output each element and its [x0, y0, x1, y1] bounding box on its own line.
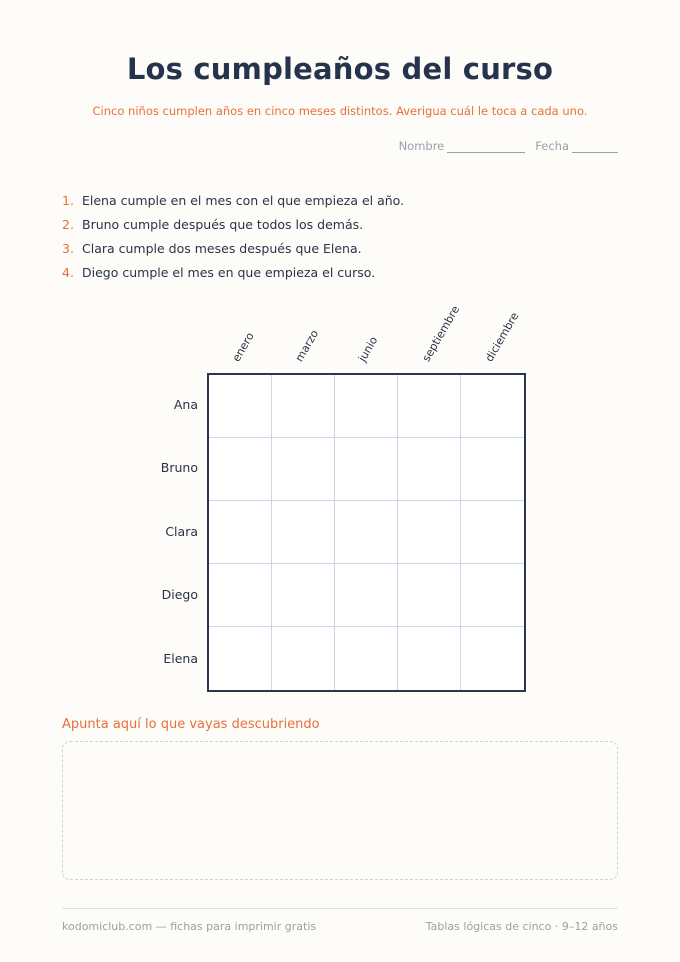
grid-column-headers	[207, 290, 525, 372]
grid-cell[interactable]	[461, 438, 524, 501]
clue-text: Clara cumple dos meses después que Elena.	[82, 240, 362, 256]
row-header-bruno: Bruno	[160, 460, 198, 476]
date-label: Fecha	[535, 139, 569, 153]
clue-text: Diego cumple el mes en que empieza el curso.	[82, 264, 376, 280]
grid-cell[interactable]	[209, 564, 272, 627]
grid-row-headers	[100, 373, 198, 690]
clue-number: 1.	[62, 192, 74, 208]
name-date-row	[399, 139, 618, 153]
grid-cell[interactable]	[335, 501, 398, 564]
footer-divider	[62, 908, 618, 909]
column-header-septiembre: septiembre	[419, 303, 463, 364]
grid-cell[interactable]	[461, 501, 524, 564]
grid-cell[interactable]	[398, 564, 461, 627]
grid-cell[interactable]	[209, 375, 272, 438]
row-header-ana: Ana	[173, 397, 198, 412]
grid-cell[interactable]	[209, 501, 272, 564]
page-title: Los cumpleaños del curso	[126, 52, 554, 86]
clue-item	[62, 236, 404, 260]
grid-cell[interactable]	[398, 627, 461, 690]
name-label: Nombre	[398, 139, 445, 153]
grid-cell[interactable]	[335, 627, 398, 690]
notes-box[interactable]	[62, 741, 618, 880]
clue-text: Bruno cumple después que todos los demás.	[82, 216, 364, 232]
grid-cell[interactable]	[461, 375, 524, 438]
grid-cell[interactable]	[398, 438, 461, 501]
logic-grid	[207, 373, 526, 692]
date-field-line[interactable]	[572, 140, 618, 153]
grid-cell[interactable]	[272, 564, 335, 627]
clue-number: 2.	[62, 216, 74, 232]
grid-cell[interactable]	[398, 501, 461, 564]
grid-cell[interactable]	[335, 438, 398, 501]
clue-item	[62, 188, 404, 212]
grid-cell[interactable]	[209, 438, 272, 501]
clue-number: 3.	[62, 240, 74, 256]
page-subtitle: Cinco niños cumplen años en cinco meses distintos. Averigua cuál le toca a cada uno.	[92, 104, 588, 118]
footer-source: kodomiclub.com — fichas para imprimir gratis	[62, 920, 317, 933]
grid-cell[interactable]	[335, 564, 398, 627]
name-field-line[interactable]	[447, 140, 525, 153]
grid-cell[interactable]	[461, 627, 524, 690]
footer-series: Tablas lógicas de cinco · 9–12 años	[425, 920, 618, 933]
grid-cell[interactable]	[272, 501, 335, 564]
column-header-marzo: marzo	[292, 327, 322, 364]
row-header-elena: Elena	[163, 650, 198, 666]
grid-cell[interactable]	[461, 564, 524, 627]
grid-cell[interactable]	[272, 438, 335, 501]
notes-heading: Apunta aquí lo que vayas descubriendo	[62, 717, 320, 732]
row-header-clara: Clara	[165, 523, 198, 539]
grid-cell[interactable]	[272, 627, 335, 690]
clue-number: 4.	[62, 264, 74, 280]
clue-item	[62, 260, 404, 284]
grid-cell[interactable]	[209, 627, 272, 690]
clue-list	[62, 188, 404, 284]
grid-cell[interactable]	[398, 375, 461, 438]
clue-item	[62, 212, 404, 236]
grid-cell[interactable]	[272, 375, 335, 438]
grid-cell[interactable]	[335, 375, 398, 438]
clue-text: Elena cumple en el mes con el que empieza el año.	[82, 192, 405, 208]
row-header-diego: Diego	[161, 587, 198, 603]
column-header-junio: junio	[355, 334, 381, 364]
column-header-diciembre: diciembre	[482, 310, 522, 364]
column-header-enero: enero	[229, 330, 257, 364]
